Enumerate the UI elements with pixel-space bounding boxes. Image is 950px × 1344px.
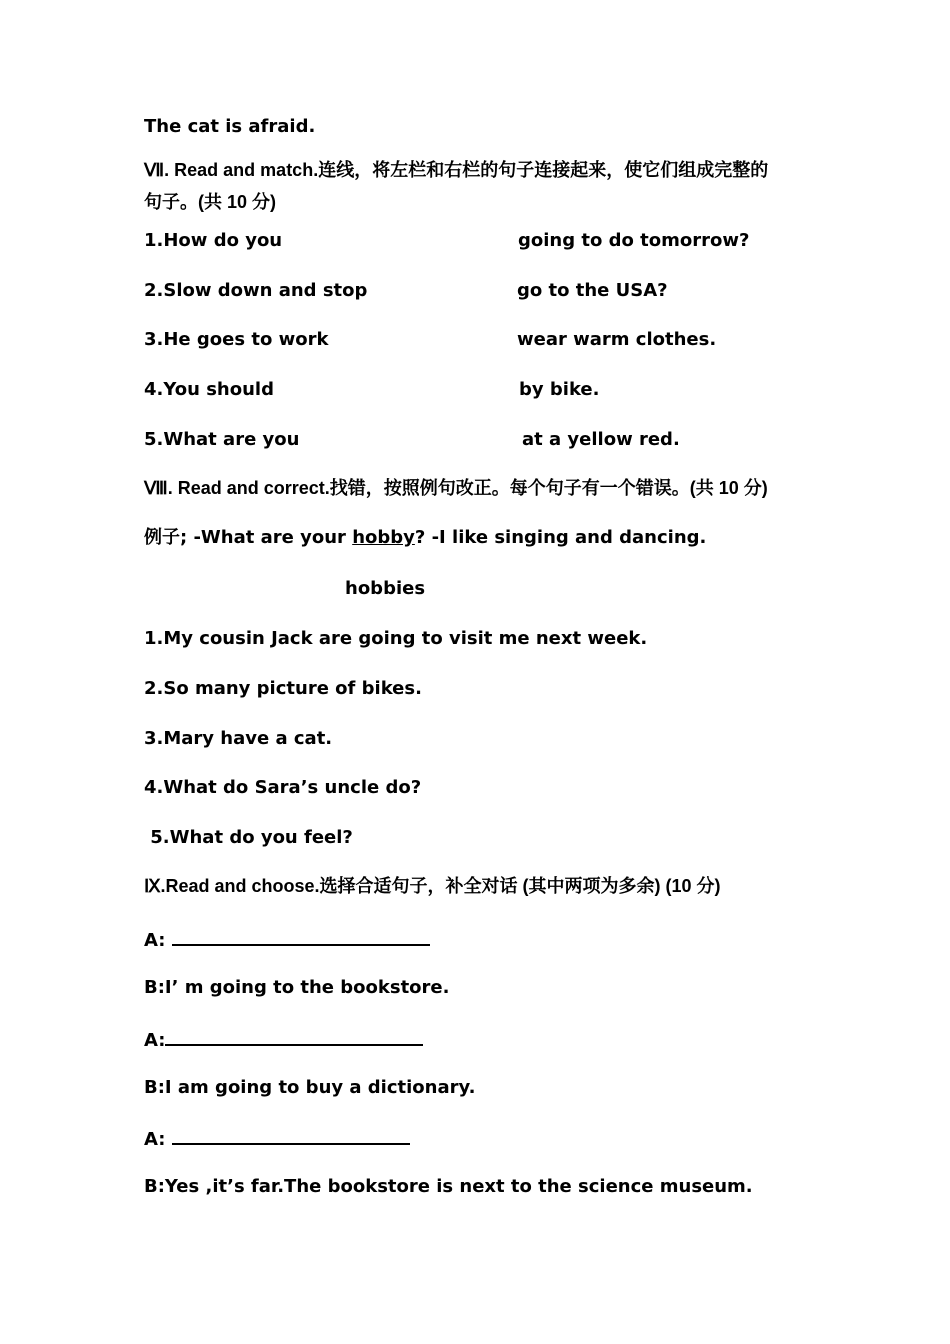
intro-line: The cat is afraid. — [144, 116, 316, 137]
correct-item-4: 4.What do Sara’s uncle do? — [144, 777, 422, 798]
example-suffix: ? -I like singing and dancing. — [414, 527, 707, 548]
speaker-b: B: — [144, 1176, 165, 1197]
dialogue-line-5 — [144, 1125, 410, 1152]
example-sentence — [144, 526, 706, 550]
example-correction: hobbies — [345, 578, 426, 599]
example-error-word: hobby — [352, 527, 415, 548]
correct-item-5: 5.What do you feel? — [144, 827, 353, 848]
match-right-4: by bike. — [519, 379, 600, 400]
section7-title-line2: 句子。(共 10 分) — [144, 192, 277, 212]
dialogue-text: I am going to buy a dictionary. — [164, 1077, 476, 1098]
correct-item-2: 2.So many picture of bikes. — [144, 678, 422, 699]
dialogue-line-4 — [144, 1076, 475, 1100]
dialogue-text: Yes ,it’s far.The bookstore is next to the science museum. — [164, 1176, 753, 1197]
speaker-a: A: — [144, 1129, 172, 1150]
speaker-b: B: — [144, 1077, 165, 1098]
match-right-1: going to do tomorrow? — [518, 230, 750, 251]
dialogue-line-1 — [144, 926, 430, 953]
speaker-b: B: — [144, 977, 165, 998]
dialogue-line-2 — [144, 976, 449, 1000]
answer-blank-2[interactable] — [165, 1026, 423, 1046]
dialogue-text: I’ m going to the bookstore. — [164, 977, 450, 998]
match-right-2: go to the USA? — [517, 280, 668, 301]
match-right-3: wear warm clothes. — [517, 329, 717, 350]
dialogue-line-6 — [144, 1175, 753, 1199]
dialogue-line-3 — [144, 1026, 423, 1053]
speaker-a: A: — [144, 1030, 166, 1051]
match-left-5: 5.What are you — [144, 429, 300, 450]
match-left-3: 3.He goes to work — [144, 329, 329, 350]
answer-blank-1[interactable] — [172, 926, 430, 946]
match-left-2: 2.Slow down and stop — [144, 280, 368, 301]
match-left-4: 4.You should — [144, 379, 274, 400]
match-left-1: 1.How do you — [144, 230, 283, 251]
correct-item-1: 1.My cousin Jack are going to visit me next week. — [144, 628, 648, 649]
section8-title: Ⅷ. Read and correct.找错，按照例句改正。每个句子有一个错误。(共 10 分) — [144, 478, 768, 498]
correct-item-3: 3.Mary have a cat. — [144, 728, 333, 749]
section9-title: Ⅸ.Read and choose.选择合适句子，补全对话 (其中两项为多余) (10 分) — [144, 876, 721, 896]
match-right-5: at a yellow red. — [522, 429, 680, 450]
speaker-a: A: — [144, 930, 172, 951]
answer-blank-3[interactable] — [172, 1125, 410, 1145]
example-prefix: 例子; -What are your — [144, 527, 353, 548]
section7-title-line1: Ⅶ. Read and match.连线，将左栏和右栏的句子连接起来，使它们组成完整的 — [144, 160, 769, 180]
